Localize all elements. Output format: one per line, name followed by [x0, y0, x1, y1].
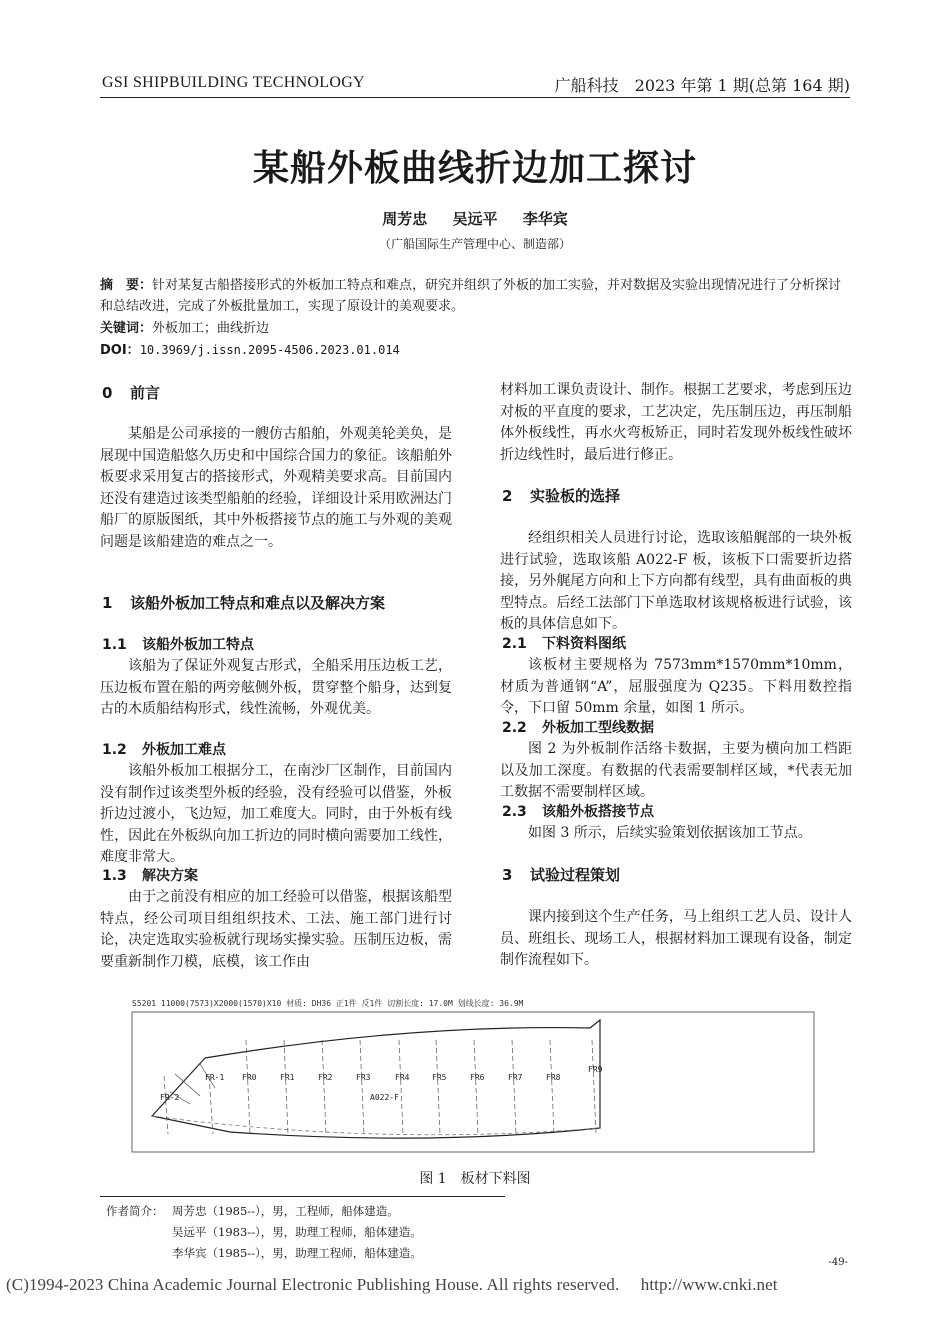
frame-line	[399, 1040, 403, 1134]
subsection-heading: 1.3 解决方案	[102, 868, 198, 884]
paragraph: 该板材主要规格为 7573mm*1570mm*10mm，材质为普通钢“A”，屈服强度为 Q235。下料用数控指令，下口留 50mm 余量，如图 1 所示。	[500, 657, 852, 716]
frame-label: FR3	[356, 1073, 371, 1082]
affiliation: （广船国际生产管理中心、制造部）	[378, 237, 571, 251]
footnote-line: 吴远平（1983--），男，助理工程师，船体建造。	[172, 1225, 422, 1239]
abstract-text: 针对某复古船搭接形式的外板加工特点和难点，研究并组织了外板的加工实验，并对数据及实验出现情况进行了分析探讨和总结改进，完成了外板批量加工，实现了原设计的美观要求。	[100, 278, 842, 314]
subsection-heading: 2.2 外板加工型线数据	[502, 720, 654, 736]
subsection-heading: 2.3 该船外板搭接节点	[502, 804, 654, 820]
frame-label: FR-1	[205, 1073, 225, 1082]
frame-label: FR9	[588, 1065, 603, 1074]
subsection-heading: 1.1 该船外板加工特点	[102, 637, 254, 653]
frame-label: FR0	[242, 1073, 257, 1082]
footnote-label: 作者简介：	[106, 1204, 164, 1218]
keywords-label: 关键词：	[100, 321, 153, 336]
paragraph: 由于之前没有相应的加工经验可以借鉴，根据该船型特点，经公司项目组组织技术、工法、施工部门进行讨论，决定选取实验板就行现场实操实验。压制压边板，需要重新制作刀模，底模，该工作由	[100, 889, 452, 970]
footnote-rule	[100, 1196, 505, 1197]
frame-label: FR5	[432, 1073, 447, 1082]
header-rule	[100, 97, 850, 98]
journal-name-en: GSI SHIPBUILDING TECHNOLOGY	[102, 74, 365, 91]
page-number: -49-	[828, 1257, 848, 1268]
frame-line	[550, 1040, 554, 1134]
author-list	[0, 208, 950, 229]
frame-line	[322, 1040, 326, 1134]
doi-link[interactable]: 10.3969/j.issn.2095-4506.2023.01.014	[139, 343, 400, 357]
frame-line	[284, 1040, 288, 1134]
figure-header-text: S5201 11000(7573)X2000(1570)X10 材质: DH36 正1件 反1件 切割长度: 17.0M 划线长度: 36.9M	[132, 999, 524, 1008]
footnote-line: 周芳忠（1985--），男，工程师，船体建造。	[172, 1204, 399, 1218]
doi	[100, 340, 852, 361]
frame-line	[164, 1076, 168, 1134]
frame-line	[360, 1040, 364, 1134]
frame-label: FR8	[546, 1073, 561, 1082]
frame-line	[592, 1040, 596, 1134]
frame-line	[246, 1040, 250, 1134]
frame-label: FR-2	[160, 1093, 180, 1102]
frame-label: FR2	[318, 1073, 333, 1082]
frame-label: FR6	[470, 1073, 485, 1082]
frame-label: FR7	[508, 1073, 523, 1082]
journal-issue: 广船科技 2023 年第 1 期(总第 164 期)	[554, 76, 850, 95]
subsection-heading: 2.1 下料资料图纸	[502, 636, 626, 652]
subsection-heading: 1.2 外板加工难点	[102, 742, 226, 758]
frame-line	[474, 1040, 478, 1134]
frame-label: FR4	[395, 1073, 410, 1082]
section-heading: 3 试验过程策划	[502, 866, 621, 884]
frame-line	[436, 1040, 440, 1134]
flange-line	[152, 1116, 600, 1135]
keywords	[100, 318, 852, 339]
frame-line	[209, 1076, 213, 1134]
keywords-text: 外板加工；曲线折边	[152, 321, 270, 336]
paragraph: 图 2 为外板制作活络卡数据，主要为横向加工档距以及加工深度。有数据的代表需要制样区域，*代表无加工数据不需要制样区域。	[500, 741, 852, 800]
figure-caption: 图 1 板材下料图	[419, 1171, 531, 1187]
author-name: 吴远平	[452, 210, 498, 228]
section-heading: 0 前言	[102, 384, 161, 402]
abstract-label: 摘 要：	[100, 278, 153, 293]
paragraph: 如图 3 所示，后续实验策划依据该加工节点。	[528, 825, 812, 841]
paragraph: 该船外板加工根据分工，在南沙厂区制作，目前国内没有制作过该类型外板的经验，没有经验可以借鉴，外板折边过渡小，飞边短，加工难度大。同时，由于外板有线性，因此在外板纵向加工折边的同时横向需要加工线性，难度非常大。	[100, 763, 452, 865]
plate-id-label: A022-F	[370, 1093, 399, 1102]
footnote-line: 李华宾（1985--），男，助理工程师，船体建造。	[172, 1246, 422, 1260]
plate-cutting-drawing	[130, 996, 820, 1156]
paragraph: 经组织相关人员进行讨论，选取该船艉部的一块外板进行试验，选取该船 A022-F 板，该板下口需要折边搭接，另外艉尾方向和上下方向都有线型，具有曲面板的典型特点。后经工法部门下单选取材该规格板进行试验，该板的具体信息如下。	[500, 530, 852, 632]
frame-line	[512, 1040, 516, 1134]
section-heading: 2 实验板的选择	[502, 487, 621, 505]
doi-label: DOI：	[100, 343, 140, 358]
copyright-notice: (C)1994-2023 China Academic Journal Electronic Publishing House. All rights reserved. http://www.cnki.net	[6, 1275, 778, 1294]
paragraph: 课内接到这个生产任务，马上组织工艺人员、设计人员、班组长、现场工人，根据材料加工课现有设备，制定制作流程如下。	[500, 909, 852, 968]
paper-title: 某船外板曲线折边加工探讨	[252, 148, 697, 189]
plate-outline	[132, 1012, 814, 1152]
paragraph: 该船为了保证外观复古形式，全船采用压边板工艺，压边板布置在船的两旁舷侧外板，贯穿整个船身，达到复古的木质船结构形式，线性流畅，外观优美。	[100, 658, 452, 717]
frame-label: FR1	[280, 1073, 295, 1082]
abstract	[100, 275, 852, 317]
section-heading: 1 该船外板加工特点和难点以及解决方案	[102, 594, 386, 612]
author-name: 周芳忠	[382, 210, 428, 228]
paragraph: 材料加工课负责设计、制作。根据工艺要求，考虑到压边对板的平直度的要求，工艺决定，先压制压边，再压制船体外板线性，再水火弯板矫正，同时若发现外板线性破坏折边线性时，最后进行修正。	[500, 382, 852, 463]
paragraph: 某船是公司承接的一艘仿古船舶，外观美轮美奂，是展现中国造船悠久历史和中国综合国力的象征。该船舶外板要求采用复古的搭接形式，外观精美要求高。目前国内还没有建造过该类型船舶的经验，详细设计采用欧洲达门船厂的原版图纸，其中外板搭接节点的施工与外观的美观问题是该船建造的难点之一。	[100, 426, 452, 550]
author-name: 李华宾	[522, 210, 568, 228]
